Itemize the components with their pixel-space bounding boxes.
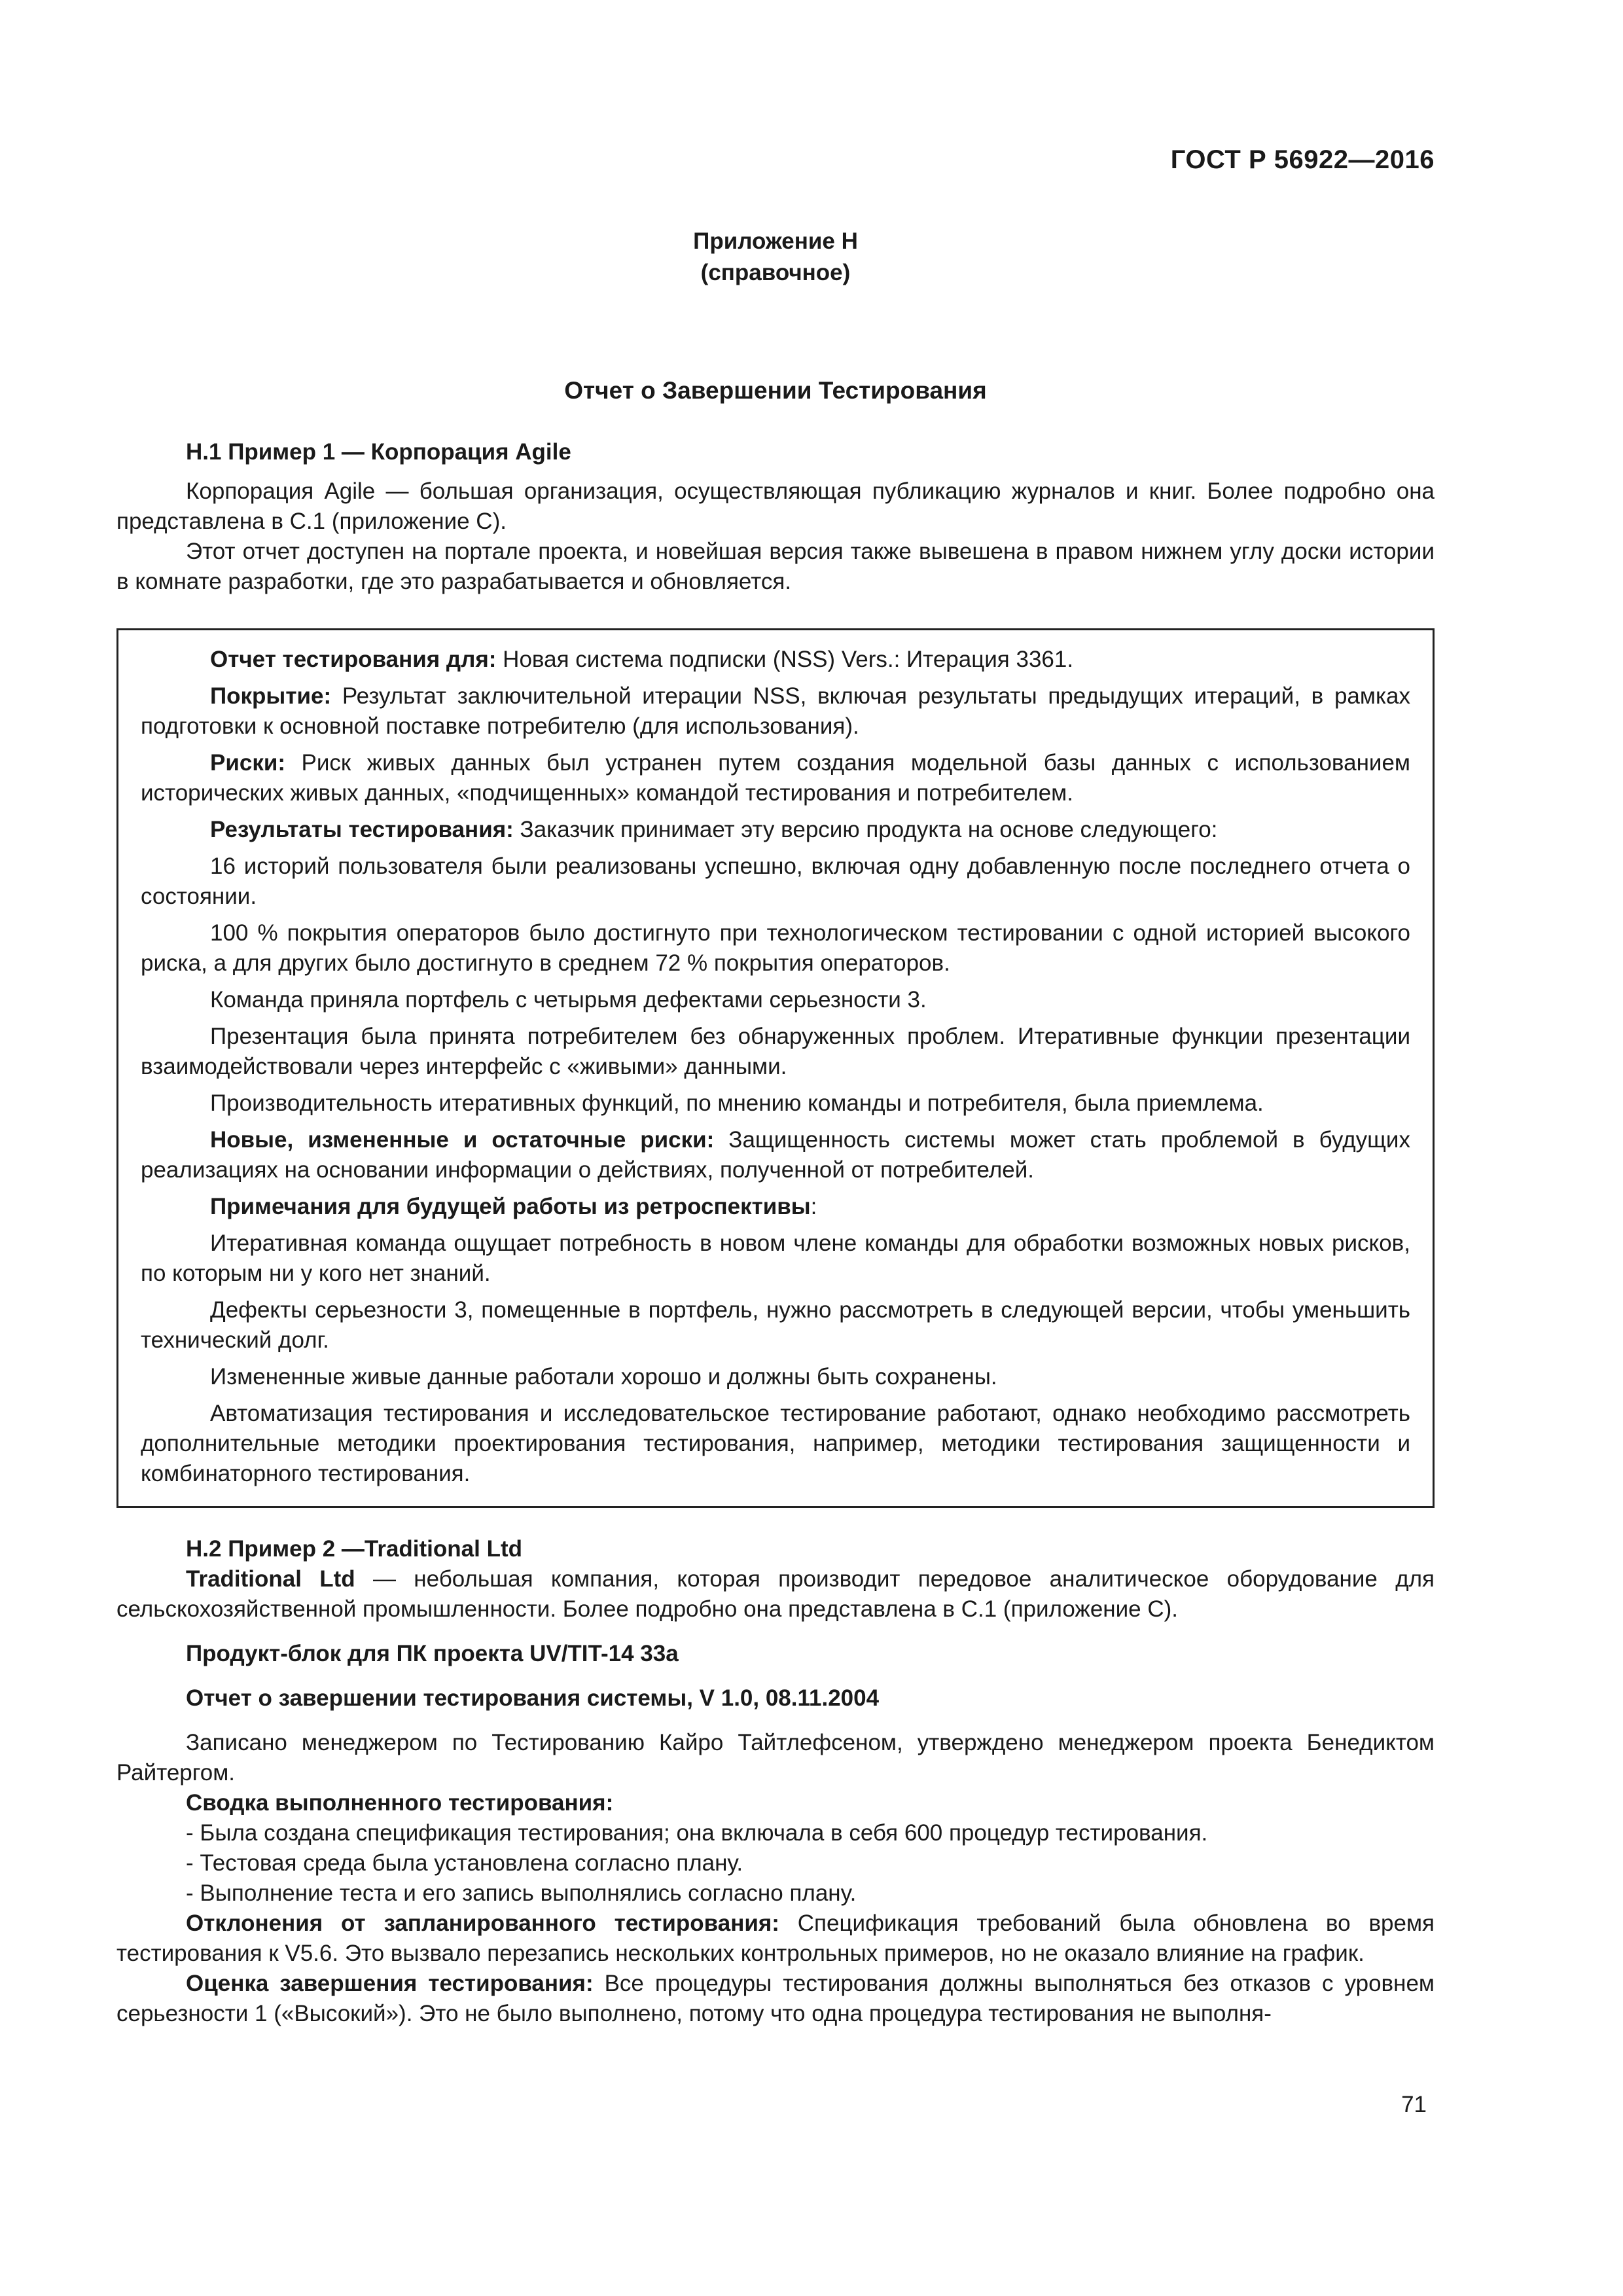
recorded-by: Записано менеджером по Тестированию Кайро Тайтлефсеном, утверждено менеджером проекта Бенедиктом Райтергом. — [116, 1730, 1435, 1785]
section-heading: Н.1 Пример 1 — Корпорация Agile — [186, 439, 571, 465]
report-box — [116, 628, 1435, 1508]
new-risks: Новые, измененные и остаточные риски: Защищенность системы может стать проблемой в будущих реализациях на основании информации о действиях, полученной от потребителей. — [141, 1127, 1410, 1183]
note-item: Дефекты серьезности 3, помещенные в портфель, нужно рассмотреть в следующей версии, чтобы уменьшить технический долг. — [141, 1297, 1410, 1353]
company-intro: Traditional Ltd — небольшая компания, которая производит передовое аналитическое оборудование для сельскохозяйственной промышленности. Более подробно она представлена в С.1 (приложение С). — [116, 1566, 1435, 1622]
appendix-title: Приложение Н — [693, 228, 858, 254]
result-item: Производительность итеративных функций, по мнению команды и потребителя, была приемлема. — [210, 1090, 1264, 1116]
note-item: Измененные живые данные работали хорошо и должны быть сохранены. — [210, 1364, 997, 1390]
summary-item: - Была создана спецификация тестирования; она включала в себя 600 процедур тестирования. — [186, 1820, 1208, 1846]
result-item: 16 историй пользователя были реализованы успешно, включая одну добавленную после последнего отчета о состоянии. — [141, 853, 1410, 909]
report-for: Отчет тестирования для: Новая система подписки (NSS) Vers.: Итерация 3361. — [210, 647, 1074, 672]
report-title: Отчет о завершении тестирования системы, V 1.0, 08.11.2004 — [186, 1685, 880, 1711]
summary-item: - Выполнение теста и его запись выполнялись согласно плану. — [186, 1880, 857, 1906]
result-item: 100 % покрытия операторов было достигнуто при технологическом тестировании с одной историей высокого риска, а для других было достигнуто в среднем 72 % покрытия операторов. — [141, 920, 1410, 976]
note-item: Автоматизация тестирования и исследовательское тестирование работают, однако необходимо рассмотреть дополнительные методики проектирования тестирования, например, методики тестирования защищенности и комбинаторного тестирования. — [141, 1401, 1410, 1486]
document-page — [116, 0, 1435, 2296]
paragraph: Корпорация Agile — большая организация, осуществляющая публикацию журналов и книг. Более подробно она представлена в С.1 (приложение С). — [116, 478, 1435, 534]
paragraph: Этот отчет доступен на портале проекта, и новейшая версия также вывешена в правом нижнем углу доски истории в комнате разработки, где это разрабатывается и обновляется. — [116, 539, 1435, 594]
summary-item: - Тестовая среда была установлена согласно плану. — [186, 1850, 743, 1876]
test-results: Результаты тестирования: Заказчик принимает эту версию продукта на основе следующего: — [210, 817, 1218, 842]
coverage: Покрытие: Результат заключительной итерации NSS, включая результаты предыдущих итераций, в рамках подготовки к основной поставке потребителю (для использования). — [141, 683, 1410, 739]
retrospective-notes: Примечания для будущей работы из ретроспективы: — [210, 1194, 817, 1219]
page-number: 71 — [1401, 2092, 1427, 2117]
result-item: Команда приняла портфель с четырьмя дефектами серьезности 3. — [210, 987, 927, 1013]
appendix-type: (справочное) — [700, 260, 851, 285]
risks: Риски: Риск живых данных был устранен путем создания модельной базы данных с использованием исторических живых данных, «подчищенных» командой тестирования и потребителем. — [141, 750, 1410, 806]
section-heading: Н.2 Пример 2 —Traditional Ltd — [186, 1536, 522, 1562]
document-body — [116, 437, 1435, 2029]
appendix-header — [116, 226, 1435, 289]
result-item: Презентация была принята потребителем без обнаруженных проблем. Итеративные функции презентации взаимодействовали через интерфейс с «живыми» данными. — [141, 1024, 1410, 1079]
note-item: Итеративная команда ощущает потребность в новом члене команды для обработки возможных новых рисков, по которым ни у кого нет знаний. — [141, 1230, 1410, 1286]
standard-id: ГОСТ Р 56922—2016 — [1170, 145, 1435, 174]
assessment: Оценка завершения тестирования: Все процедуры тестирования должны выполняться без отказов с уровнем серьезности 1 («Высокий»). Это не было выполнено, потому что одна процедура тестирования не выполня- — [116, 1971, 1435, 2026]
page-title: Отчет о Завершении Тестирования — [564, 377, 987, 404]
deviations: Отклонения от запланированного тестирования: Спецификация требований была обновлена во время тестирования к V5.6. Это вызвало перезапись нескольких контрольных примеров, но не оказало влияние на график. — [116, 1910, 1435, 1966]
summary-heading: Сводка выполненного тестирования: — [186, 1790, 614, 1816]
product-block-heading: Продукт-блок для ПК проекта UV/TIT-14 33a — [186, 1641, 679, 1666]
